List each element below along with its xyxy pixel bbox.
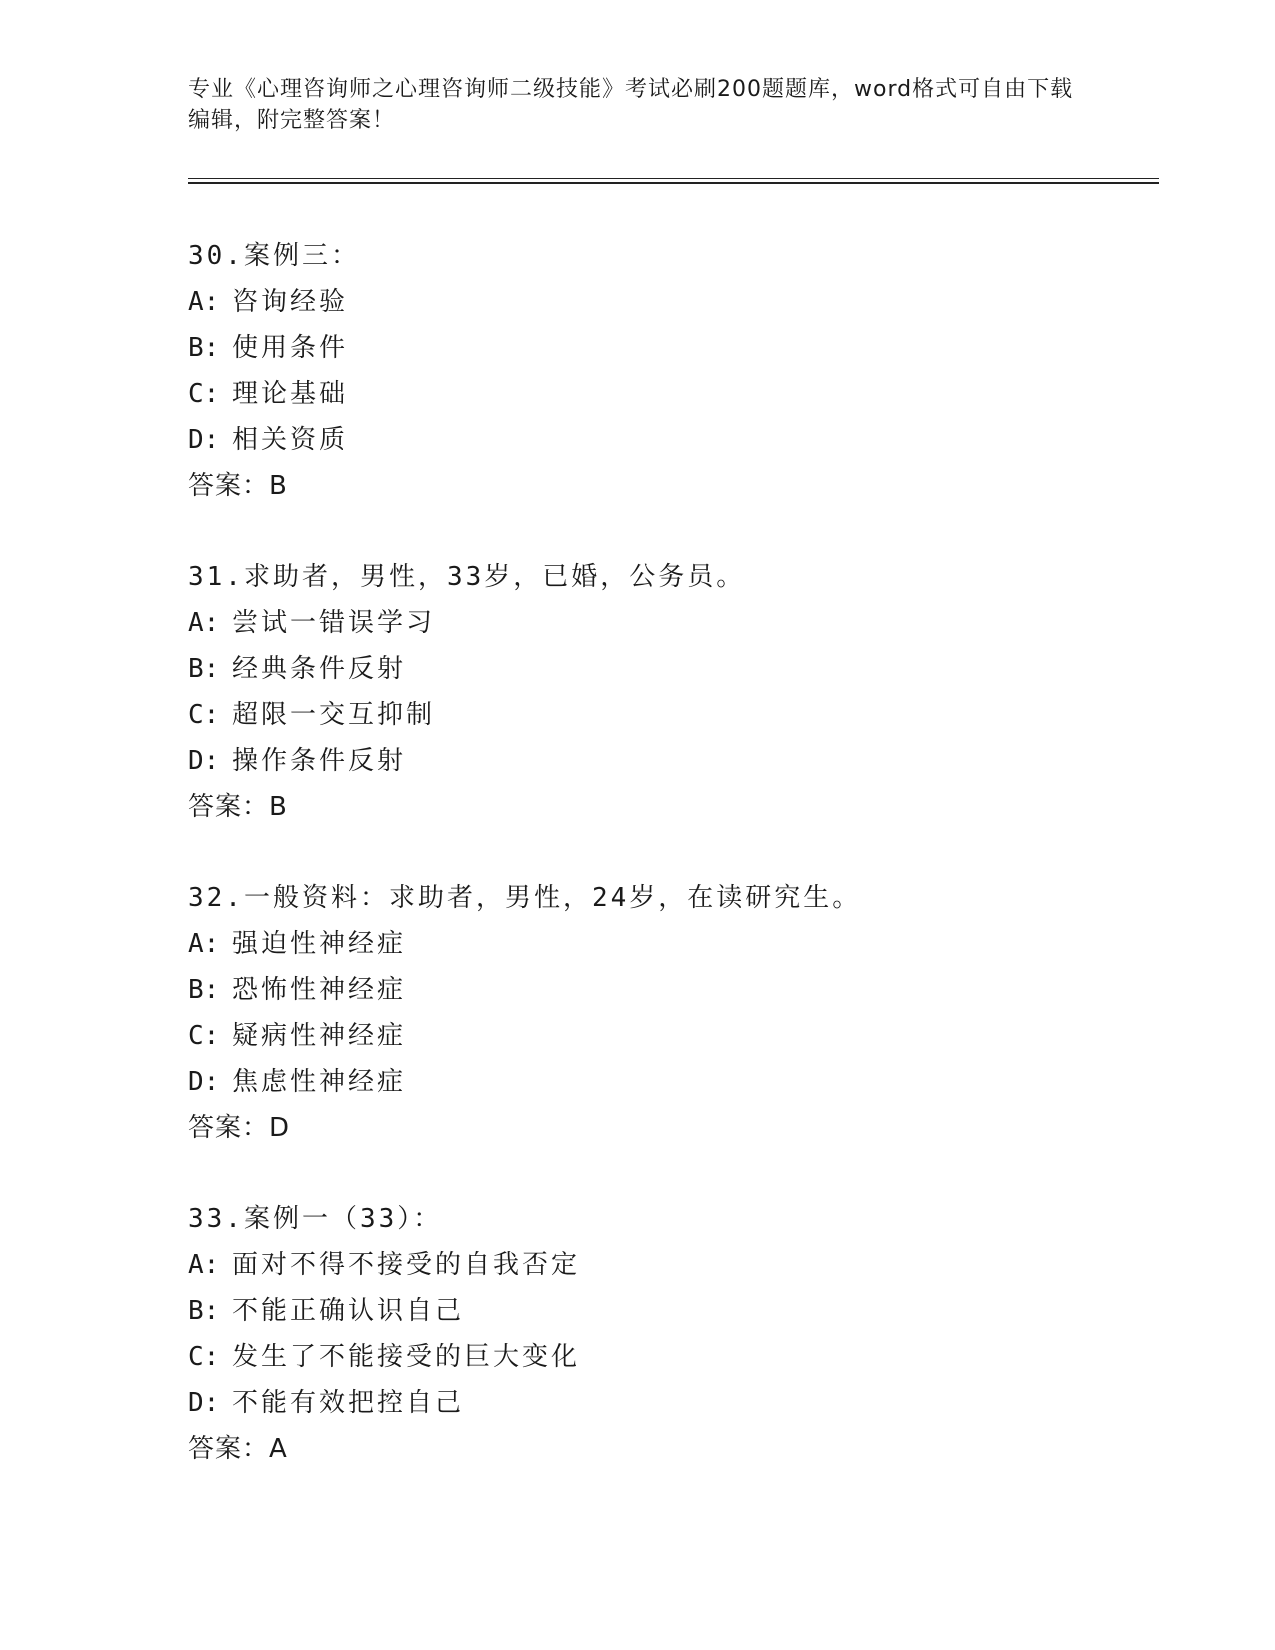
option-letter: A: bbox=[188, 1250, 220, 1280]
option-text: 强迫性神经症 bbox=[232, 929, 407, 959]
option-text: 超限一交互抑制 bbox=[232, 700, 436, 730]
option-letter: D: bbox=[188, 1067, 220, 1097]
option-text: 焦虑性神经症 bbox=[232, 1067, 407, 1097]
option-letter: D: bbox=[188, 1388, 220, 1418]
option-text: 操作条件反射 bbox=[232, 746, 407, 776]
document-header: 专业《心理咨询师之心理咨询师二级技能》考试必刷200题题库，word格式可自由下载编辑，附完整答案！ bbox=[188, 77, 1074, 133]
option-d bbox=[188, 1380, 1148, 1426]
header-divider-thick bbox=[188, 182, 1159, 184]
option-b bbox=[188, 646, 1148, 692]
option-letter: B: bbox=[188, 333, 220, 363]
option-text: 面对不得不接受的自我否定 bbox=[232, 1250, 581, 1280]
question-32 bbox=[188, 875, 1148, 1151]
option-text: 经典条件反射 bbox=[232, 654, 407, 684]
answer-line: 答案：D bbox=[188, 1113, 291, 1143]
option-text: 尝试一错误学习 bbox=[232, 608, 436, 638]
option-a bbox=[188, 921, 1148, 967]
option-letter: C: bbox=[188, 700, 220, 730]
option-c bbox=[188, 1334, 1148, 1380]
option-b bbox=[188, 967, 1148, 1013]
option-letter: D: bbox=[188, 746, 220, 776]
option-letter: C: bbox=[188, 379, 220, 409]
question-stem: 32.一般资料：求助者，男性，24岁，在读研究生。 bbox=[188, 883, 862, 913]
option-d bbox=[188, 417, 1148, 463]
answer-line: 答案：B bbox=[188, 471, 288, 501]
option-text: 相关资质 bbox=[232, 425, 349, 455]
option-c bbox=[188, 371, 1148, 417]
option-c bbox=[188, 1013, 1148, 1059]
option-d bbox=[188, 738, 1148, 784]
answer-line: 答案：A bbox=[188, 1434, 288, 1464]
option-letter: B: bbox=[188, 1296, 220, 1326]
answer-line: 答案：B bbox=[188, 792, 288, 822]
option-letter: C: bbox=[188, 1342, 220, 1372]
question-stem: 31.求助者，男性，33岁，已婚，公务员。 bbox=[188, 562, 746, 592]
option-a bbox=[188, 1242, 1148, 1288]
option-text: 疑病性神经症 bbox=[232, 1021, 407, 1051]
option-text: 发生了不能接受的巨大变化 bbox=[232, 1342, 581, 1372]
option-letter: A: bbox=[188, 608, 220, 638]
option-letter: A: bbox=[188, 287, 220, 317]
header-divider-thin bbox=[188, 178, 1159, 179]
option-d bbox=[188, 1059, 1148, 1105]
question-stem: 33.案例一（33）： bbox=[188, 1204, 443, 1234]
option-text: 使用条件 bbox=[232, 333, 349, 363]
question-31 bbox=[188, 554, 1148, 830]
option-text: 不能正确认识自己 bbox=[232, 1296, 465, 1326]
option-text: 理论基础 bbox=[232, 379, 349, 409]
option-letter: B: bbox=[188, 654, 220, 684]
option-c bbox=[188, 692, 1148, 738]
option-text: 不能有效把控自己 bbox=[232, 1388, 465, 1418]
option-a bbox=[188, 600, 1148, 646]
question-33 bbox=[188, 1196, 1148, 1472]
option-a bbox=[188, 279, 1148, 325]
option-b bbox=[188, 325, 1148, 371]
option-text: 咨询经验 bbox=[232, 287, 349, 317]
option-letter: B: bbox=[188, 975, 220, 1005]
question-30 bbox=[188, 233, 1148, 509]
option-letter: A: bbox=[188, 929, 220, 959]
option-letter: D: bbox=[188, 425, 220, 455]
option-letter: C: bbox=[188, 1021, 220, 1051]
option-b bbox=[188, 1288, 1148, 1334]
question-stem: 30.案例三： bbox=[188, 241, 360, 271]
option-text: 恐怖性神经症 bbox=[232, 975, 407, 1005]
